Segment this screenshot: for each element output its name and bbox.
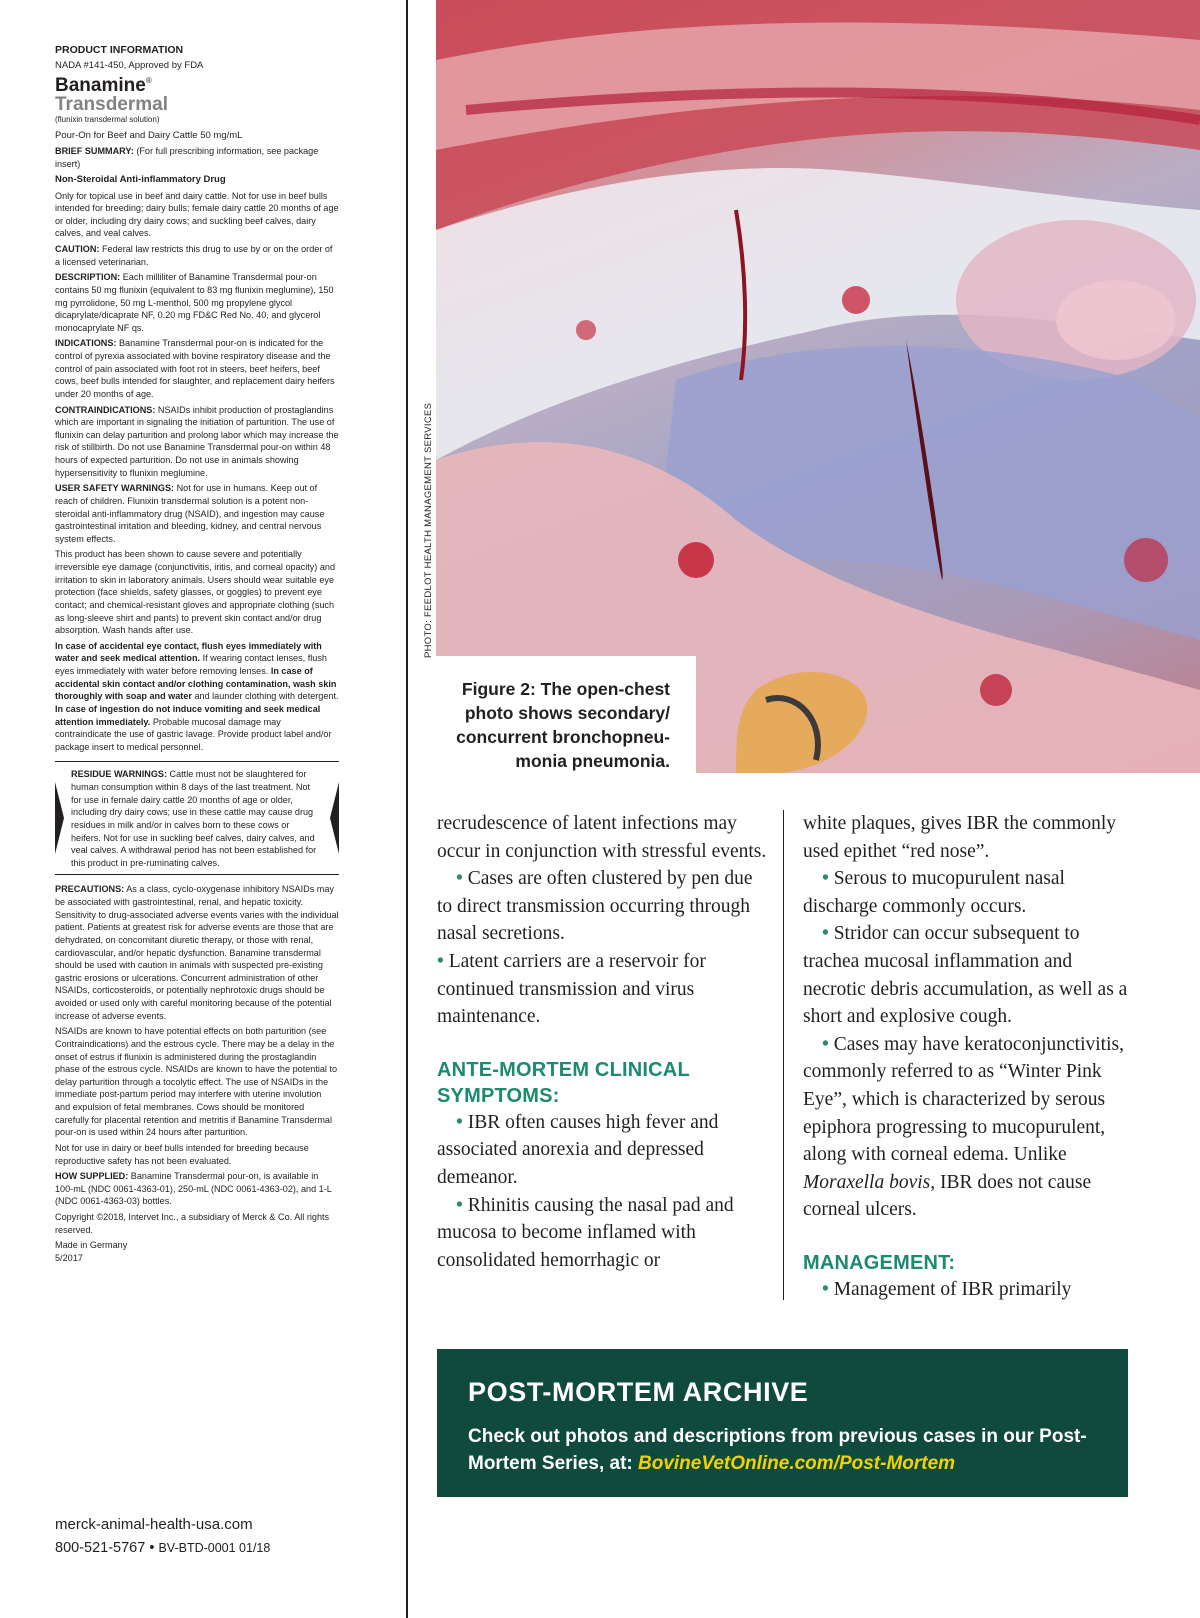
product-information-heading: PRODUCT INFORMATION (55, 44, 184, 56)
bullet-icon: • (822, 923, 829, 945)
banner-title: POST-MORTEM ARCHIVE (468, 1377, 809, 1407)
section-heading-antemortem: ANTE-MORTEM CLINICAL SYMPTOMS: (437, 1058, 690, 1107)
article-column-right (803, 810, 1133, 1304)
bullet-item: • Rhinitis causing the nasal pad and mucosa to become inflamed with consolidated hemorrhagic or (437, 1194, 734, 1271)
website-link[interactable]: merck-animal-health-usa.com (55, 1516, 253, 1533)
bullet-separator: • (145, 1540, 159, 1556)
revision-date: 5/2017 (55, 1252, 83, 1263)
contraindications-section: CONTRAINDICATIONS: NSAIDs inhibit production of prostaglandins which are important in signaling the initiation of parturition. The use of flunixin can delay parturition and prolong labor which may increase the risk of stillbirth. Do not use Banamine Transdermal pour-on within 48 hours of expected parturition. Do not use in animals showing hypersensitivity to flunixin meglumine. (55, 404, 339, 478)
bulls-text: Not for use in dairy or beef bulls intended for breeding because reproductive safety has not been evaluated. (55, 1142, 309, 1166)
accidental-contact-section: In case of accidental eye contact, flush eyes immediately with water and seek medical attention. If wearing contact lenses, flush eyes immediately with water before removing lenses. In case of accidental skin contact and/or clothing contamination, wash skin thoroughly with soap and water and launder clothing with detergent. In case of ingestion do not induce vomiting and seek medical attention immediately. Probable mucosal damage may contraindicate the use of gastric lavage. Provide product label and/or package insert to medical personnel. (55, 640, 339, 752)
photo-credit: PHOTO: FEEDLOT HEALTH MANAGEMENT SERVICES (423, 402, 434, 658)
indications-section: INDICATIONS: Banamine Transdermal pour-on is indicated for the control of pyrexia associated with bovine respiratory disease and the control of pain associated with foot rot in steers, beef heifers, beef cows, beef bulls intended for slaughter, and replacement dairy heifers under 20 months of age. (55, 338, 335, 399)
bullet-item: • Stridor can occur subsequent to trachea mucosal inflammation and necrotic debris accumulation, as well as a short and explosive cough. (803, 923, 1128, 1028)
banner-text: Check out photos and descriptions from previous cases in our Post-Mortem Series, at: BovineVetOnline.com/Post-Mortem (468, 1426, 1087, 1474)
archive-link[interactable]: BovineVetOnline.com/Post-Mortem (638, 1452, 956, 1474)
section-heading-management: MANAGEMENT: (803, 1251, 956, 1274)
residue-warnings-box (55, 761, 339, 875)
caption-box (436, 656, 696, 773)
figure-caption: Figure 2: The open-chest photo shows secondary/ concurrent bronchopneumonia pneumonia. (456, 679, 670, 772)
column-divider (406, 0, 408, 1618)
bullet-item: • Cases may have keratoconjunctivitis, commonly referred to as “Winter Pink Eye”, which is characterized by serous epiphora progressing to mucopurulent, along with corneal edema. Unlike Moraxella bovis, IBR does not cause corneal ulcers. (803, 1033, 1124, 1221)
bullet-icon: • (822, 1278, 829, 1300)
phone-number: 800-521-5767 (55, 1540, 146, 1556)
column-rule (783, 810, 784, 1300)
bullet-item: • IBR often causes high fever and associated anorexia and depressed demeanor. (437, 1111, 719, 1188)
brand-name: Banamine® (55, 74, 152, 96)
bullet-icon: • (437, 950, 444, 972)
generic-name: (flunixin transdermal solution) (55, 114, 160, 124)
bullet-item: • Cases are often clustered by pen due to direct transmission occurring through nasal secretions. (437, 868, 753, 945)
bullet-icon: • (456, 1111, 463, 1133)
document-code: BV-BTD-0001 01/18 (158, 1541, 271, 1555)
brief-summary: BRIEF SUMMARY: (For full prescribing information, see package insert) (55, 146, 319, 169)
registered-mark: ® (145, 75, 152, 85)
product-information-column (55, 44, 339, 1268)
copyright: Copyright ©2018, Intervet Inc., a subsidiary of Merck & Co. All rights reserved. (55, 1212, 330, 1235)
made-in: Made in Germany (55, 1240, 128, 1251)
bullet-item: • Management of IBR primarily (822, 1278, 1072, 1300)
nsaid-title: Non-Steroidal Anti-inflammatory Drug (55, 174, 226, 186)
eye-damage-text: This product has been shown to cause severe and potentially irreversible eye damage (conjunctivitis, iritis, and corneal opacity) and irritation to skin in laboratory animals. Users should wear suitable eye protection (face shields, safety glasses, or goggles) to prevent eye contact; and chemical-resistant gloves and appropriate clothing (such as long-sleeve shirt and pants) to prevent skin contact and/or drug absorption. Wash hands after use. (55, 549, 336, 636)
article-column-left (437, 810, 767, 1274)
precautions-section: PRECAUTIONS: As a class, cyclo-oxygenase inhibitory NSAIDs may be associated with gastrointestinal, renal, and hepatic toxicity. Sensitivity to drug-associated adverse events varies with the individual patient. Patients at greatest risk for adverse events are those that are dehydrated, on concomitant diuretic therapy, or those with renal, cardiovascular, and/or hepatic dysfunction. Banamine transdermal should be used with caution in animals with suspected pre-existing gastric erosions or ulcerations. Concurrent administration of other NSAIDs, corticosteroids, or potentially nephrotoxic drugs should be avoided or used only with careful monitoring because of the potential increase of adverse events. (55, 884, 339, 1021)
article-paragraph: white plaques, gives IBR the commonly used epithet “red nose”. (803, 813, 1117, 862)
how-supplied-section: HOW SUPPLIED: Banamine Transdermal pour-on, is available in 100-mL (NDC 0061-4363-01), 250-mL (NDC 0061-4363-02), and 1-L (NDC 0061-4363-03) bottles. (55, 1171, 332, 1207)
residue-warnings: RESIDUE WARNINGS: Cattle must not be slaughtered for human consumption within 8 days of the last treatment. Not for use in female dairy cattle 20 months of age or older, including dry dairy cows; use in these cattle may cause drug residues in milk and/or in calves born to these cows or heifers. Not for use in suckling beef calves, dairy calves, and veal calves. A withdrawal period has not been established for this product in pre-ruminating calves. (71, 769, 317, 868)
box-arrow-left-icon (55, 782, 64, 854)
caution-section: CAUTION: Federal law restricts this drug to use by or on the order of a licensed veterinarian. (55, 244, 333, 267)
bullet-icon: • (456, 1194, 463, 1216)
post-mortem-archive-banner (437, 1349, 1128, 1497)
description-section: DESCRIPTION: Each milliliter of Banamine Transdermal pour-on contains 50 mg flunixin (equivalent to 83 mg flunixin meglumine), 150 mg pyrrolidone, 50 mg L-menthol, 500 mg propylene glycol dicaprylate/dicaprate NF, 0.20 mg FD&C Red No. 40, and glycerol monocaprylate NF qs. (55, 272, 334, 333)
bullet-icon: • (822, 1033, 829, 1055)
parturition-text: NSAIDs are known to have potential effects on both parturition (see Contraindications) and the estrous cycle. There may be a delay in the onset of estrus if flunixin is administered during the prostaglandin phase of the estrous cycle. NSAIDs are known to have the potential to delay parturition through a tocolytic effect. The use of NSAIDs in the immediate post-partum period may interfere with uterine involution and expulsion of fetal membranes. Cows should be monitored carefully for placental retention and metritis if Banamine Transdermal pour-on is used within 24 hours after parturition. (55, 1026, 338, 1138)
nada-approval: NADA #141-450, Approved by FDA (55, 59, 204, 71)
phone-line (55, 1540, 270, 1557)
product-strength: Pour-On for Beef and Dairy Cattle 50 mg/mL (55, 129, 243, 141)
box-arrow-right-icon (330, 782, 339, 854)
user-safety-section: USER SAFETY WARNINGS: Not for use in humans. Keep out of reach of children. Flunixin transdermal solution is a potent non-steroidal anti-inflammatory drug (NSAID), and ingestion may cause gastrointestinal irritation and bleeding, kidney, and central nervous system effects. (55, 483, 325, 544)
article-paragraph: recrudescence of latent infections may occur in conjunction with stressful events. (437, 813, 767, 862)
usage-text: Only for topical use in beef and dairy cattle. Not for use in beef bulls intended for breeding; dairy bulls; female dairy cattle 20 months of age or older, including dry dairy cows; and suckling beef calves, dairy calves, and veal calves. (55, 190, 339, 239)
bullet-icon: • (456, 868, 463, 890)
brand-subtitle: Transdermal (55, 93, 168, 115)
bullet-item: • Latent carriers are a reservoir for continued transmission and virus maintenance. (437, 950, 706, 1028)
bullet-item: • Serous to mucopurulent nasal discharge commonly occurs. (803, 868, 1065, 917)
bullet-icon: • (822, 868, 829, 890)
